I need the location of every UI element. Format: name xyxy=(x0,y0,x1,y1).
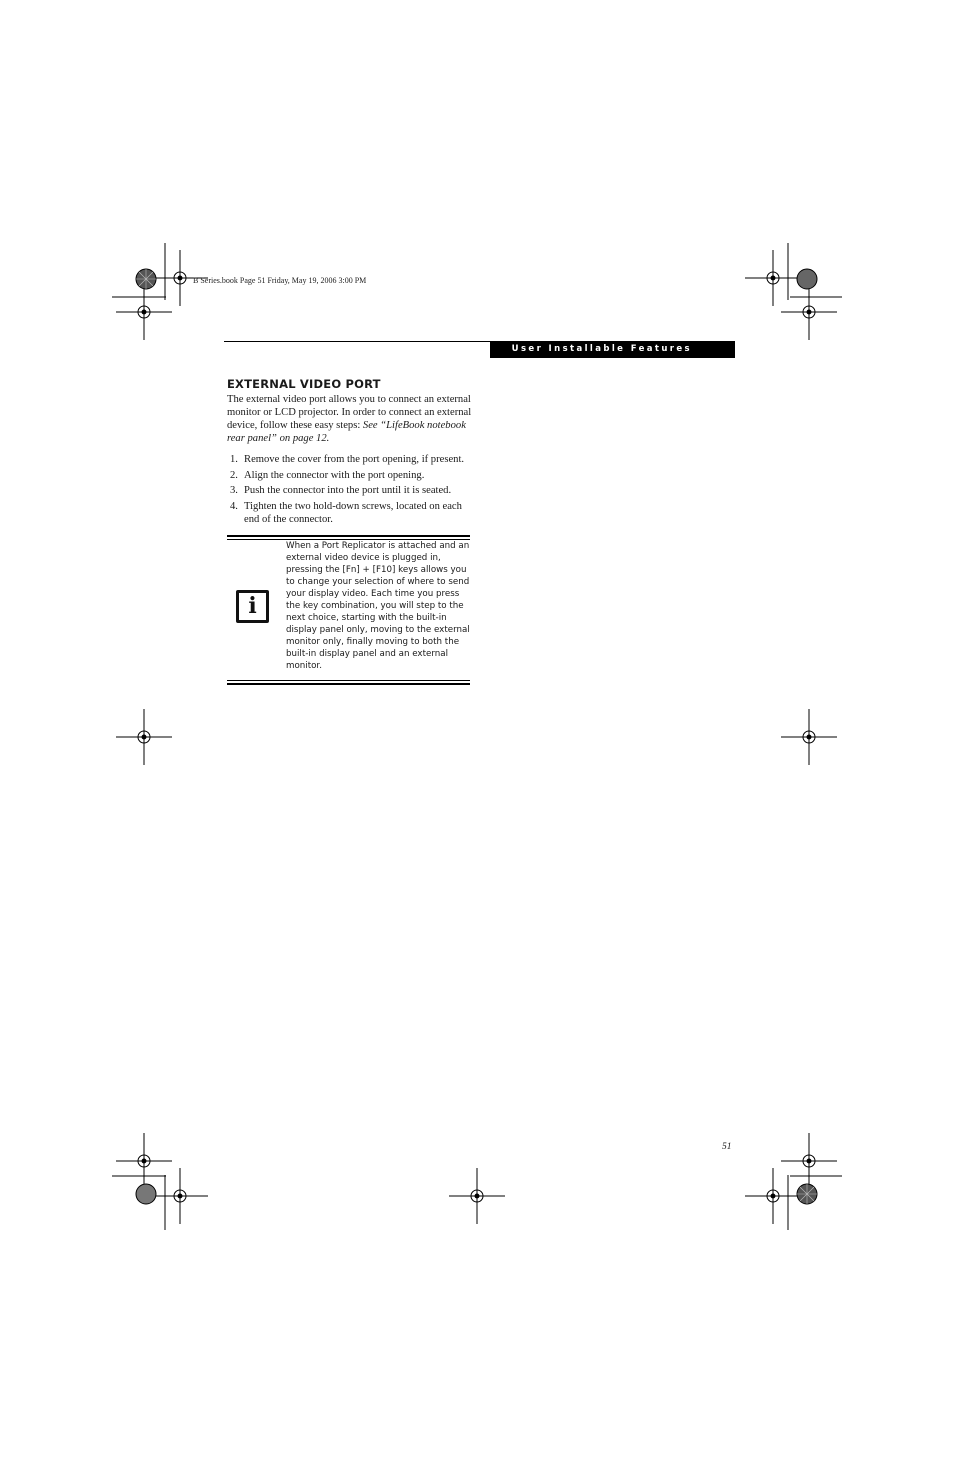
note-top-rule xyxy=(227,535,470,537)
intro-reference: See “LifeBook notebook rear panel” on page 12. xyxy=(227,420,466,444)
intro-paragraph xyxy=(227,393,473,445)
list-item xyxy=(227,500,477,526)
list-item xyxy=(227,469,477,482)
intro-text: The external video port allows you to connect an external monitor or LCD projector. In order to connect an external device, follow these easy steps: xyxy=(227,394,472,431)
note-bottom-rule-thin xyxy=(227,680,470,681)
info-icon xyxy=(236,590,269,623)
note-bottom-rule xyxy=(227,683,470,685)
step-text: Align the connector with the port opening. xyxy=(244,469,425,481)
step-text: Push the connector into the port until it is seated. xyxy=(244,485,452,496)
print-slug: B Series.book Page 51 Friday, May 19, 2006 3:00 PM xyxy=(193,276,367,285)
step-number: 1. xyxy=(230,454,238,465)
steps-list xyxy=(227,453,477,528)
list-item xyxy=(227,453,477,466)
step-text: Remove the cover from the port opening, if present. xyxy=(244,454,465,465)
section-header: User Installable Features xyxy=(490,341,735,358)
step-text: Tighten the two hold-down screws, located on each end of the connector. xyxy=(244,500,462,525)
header-rule xyxy=(224,341,490,342)
list-item xyxy=(227,484,477,497)
info-icon-glyph: i xyxy=(248,593,257,619)
step-number: 2. xyxy=(230,469,238,481)
page-number: 51 xyxy=(722,1142,732,1152)
note-text: When a Port Replicator is attached and an external video device is plugged in, pressing the [Fn] + [F10] keys allows you to change your selection of where to send your display video. Each time you press the key combination, you will step to the next choice, starting with the built-in display panel only, moving to the external monitor only, finally moving to both the built-in display panel and an external monitor. xyxy=(286,541,470,671)
step-number: 3. xyxy=(230,485,238,496)
step-number: 4. xyxy=(230,500,238,512)
section-heading: EXTERNAL VIDEO PORT xyxy=(227,377,381,391)
